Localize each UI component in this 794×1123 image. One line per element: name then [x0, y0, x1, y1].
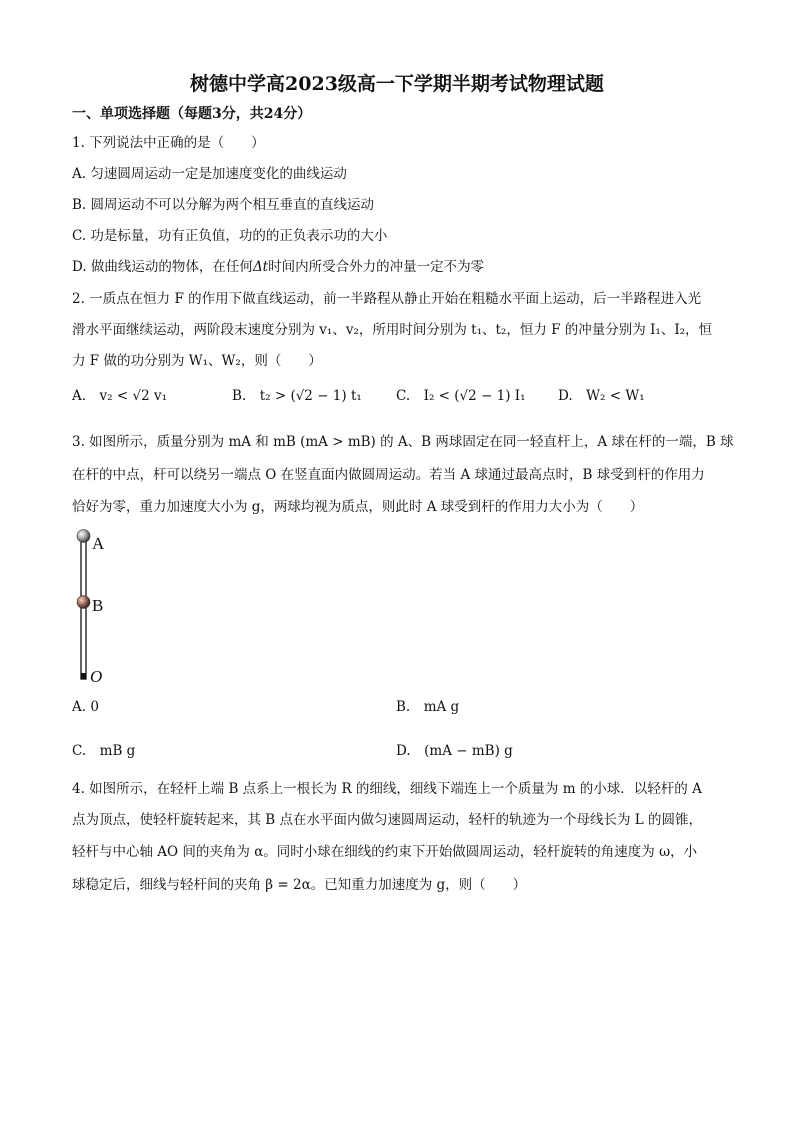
q2-line-3: 力 F 做的功分别为 W₁、W₂，则（ ）: [72, 353, 322, 369]
q4-line-3: 轻杆与中心轴 AO 间的夹角为 α。同时小球在细线的约束下开始做圆周运动，轻杆旋转的角速度为 ω，小: [72, 844, 698, 860]
q3-line-3: 恰好为零，重力加速度大小为 g，两球均视为质点，则此时 A 球受到杆的作用力大小为（ ）: [72, 499, 644, 515]
pivot-o: [81, 673, 86, 679]
q1-option-d-symbol: Δt: [252, 259, 269, 275]
q1-stem: 1. 下列说法中正确的是（ ）: [72, 135, 265, 151]
q1-option-d-post: 时间内所受合外力的冲量一定不为零: [268, 259, 485, 275]
q3-option-a: A. 0: [72, 699, 99, 715]
q3-option-c: C. mB g: [72, 743, 136, 759]
q4-line-1: 4. 如图所示，在轻杆上端 B 点系上一根长为 R 的细线，细线下端连上一个质量为 m 的小球．以轻杆的 A: [72, 781, 702, 797]
q3-option-b: B. mA g: [396, 699, 460, 715]
q1-option-a: A. 匀速圆周运动一定是加速度变化的曲线运动: [72, 166, 347, 182]
q2-option-d: D. W₂ < W₁: [558, 388, 645, 404]
q1-option-b: B. 圆周运动不可以分解为两个相互垂直的直线运动: [72, 197, 375, 213]
q3-line-1: 3. 如图所示，质量分别为 mA 和 mB (mA > mB) 的 A、B 两球固定在同一轻直杆上，A 球在杆的一端，B 球: [72, 434, 734, 450]
q4-line-4: 球稳定后，细线与轻杆间的夹角 β = 2α。已知重力加速度为 g，则（ ）: [72, 877, 527, 893]
q1-option-d-pre: D. 做曲线运动的物体，在任何: [72, 259, 253, 275]
ball-a: [77, 530, 90, 543]
q2-option-c: C. I₂ < (√2 − 1) I₁: [396, 388, 526, 404]
q4-line-2: 点为顶点，使轻杆旋转起来，其 B 点在水平面内做匀速圆周运动，轻杆的轨迹为一个母线长为 L 的圆锥，: [72, 812, 703, 828]
q2-line-2: 滑水平面继续运动，两阶段末速度分别为 v₁、v₂，所用时间分别为 t₁、t₂，恒力 F 的冲量分别为 I₁、I₂，恒: [72, 322, 713, 338]
q1-option-d: [72, 258, 484, 276]
section-heading: 一、单项选择题（每题3分，共24分）: [72, 106, 312, 122]
q3-option-d: D. (mA − mB) g: [396, 743, 513, 759]
label-o: O: [90, 667, 103, 686]
ball-b: [77, 596, 90, 609]
q2-option-b: B. t₂ > (√2 − 1) t₁: [232, 388, 362, 404]
label-b: B: [92, 596, 104, 615]
rod-figure: [64, 524, 124, 690]
q2-option-a: A. v₂ < √2 v₁: [72, 388, 167, 404]
label-a: A: [92, 534, 105, 553]
q2-line-1: 2. 一质点在恒力 F 的作用下做直线运动，前一半路程从静止开始在粗糙水平面上运动，后一半路程进入光: [72, 291, 702, 307]
page-title: 树德中学高2023级高一下学期半期考试物理试题: [190, 73, 604, 95]
q3-line-2: 在杆的中点，杆可以绕另一端点 O 在竖直面内做圆周运动。若当 A 球通过最高点时，B 球受到杆的作用力: [72, 467, 705, 483]
q1-option-c: C. 功是标量，功有正负值，功的的正负表示功的大小: [72, 228, 388, 244]
